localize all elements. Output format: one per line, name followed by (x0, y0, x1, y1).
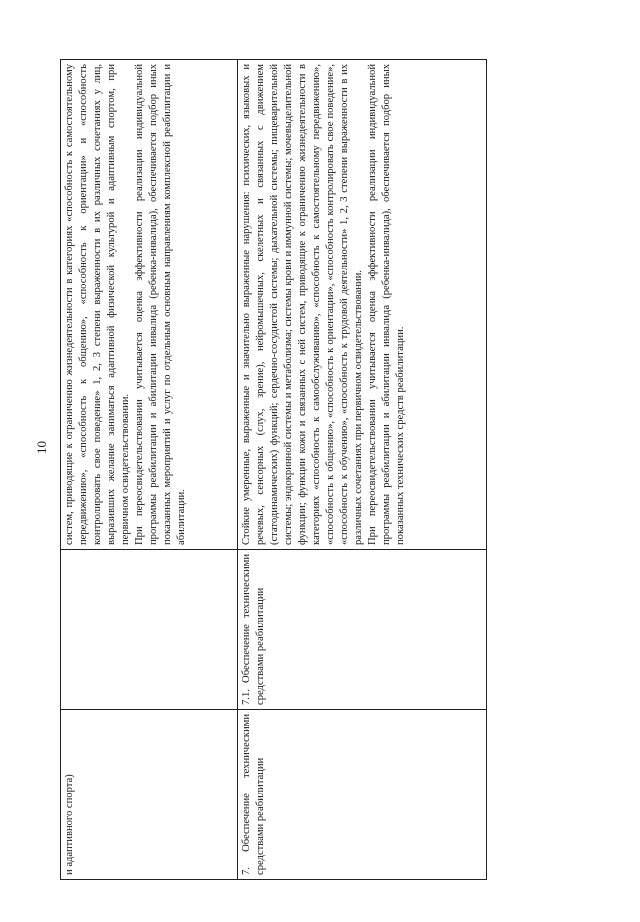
cell-criteria (61, 60, 238, 550)
table-row (238, 60, 487, 880)
criteria-table (60, 59, 487, 880)
criteria-paragraph: систем, приводящие к ограничению жизнедеятельности в категориях «способность к самостоятельному передвижению», «способность к общению», «способность к ориентации» и «способность контролировать свое поведение» 1, 2, 3 степени выраженности в их различных сочетаниях у лиц, выразивших желание заниматься адаптивной физической культурой и адаптивным спортом, при первичном освидетельствовании. (64, 64, 131, 545)
cell-criteria (238, 60, 487, 550)
page-number: 10 (34, 441, 49, 454)
criteria-paragraph: При переосвидетельствовании учитывается оценка эффективности реализации индивидуальной программы реабилитации и абилитации инвалида (ребенка-инвалида), обеспечивается подбор иных показанных мероприятий и услуг по отдельным основным направлениям комплексной реабилитации и абилитации. (133, 64, 187, 545)
rotated-table-wrapper (60, 60, 480, 880)
cell-subsection: 7.1. Обеспечение техническими средствами реабилитации (238, 550, 487, 710)
table-row (61, 60, 238, 880)
cell-subsection (61, 550, 238, 710)
cell-section: 7. Обеспечение техническими средствами реабилитации (238, 710, 487, 880)
cell-section: и адаптивного спорта) (61, 710, 238, 880)
criteria-paragraph: При переосвидетельствовании учитывается оценка эффективности реализации индивидуальной программы реабилитации и абилитации инвалида (ребенка-инвалида), обеспечивается подбор иных показанных технических средств реабилитации. (366, 64, 406, 545)
criteria-paragraph: Стойкие умеренные, выраженные и значительно выраженные нарушения: психических, языковых и речевых, сенсорных (слух, зрение), нейромышечных, скелетных и связанных с движением (статодинамических) функций; сердечно-сосудистой системы; дыхательной системы; пищеварительной системы; эндокринной системы и метаболизма; системы крови и иммунной системы; мочевыделительной функции; функции кожи и связанных с ней систем, приводящие к ограничению жизнедеятельности в категориях «способность к самообслуживанию», «способность к самостоятельному передвижению», «способность к общению», «способность к ориентации», «способность контролировать свое поведение», «способность к обучению», «способность к трудовой деятельности» 1, 2, 3 степени выраженности в их различных сочетаниях при первичном освидетельствовании. (241, 64, 364, 545)
